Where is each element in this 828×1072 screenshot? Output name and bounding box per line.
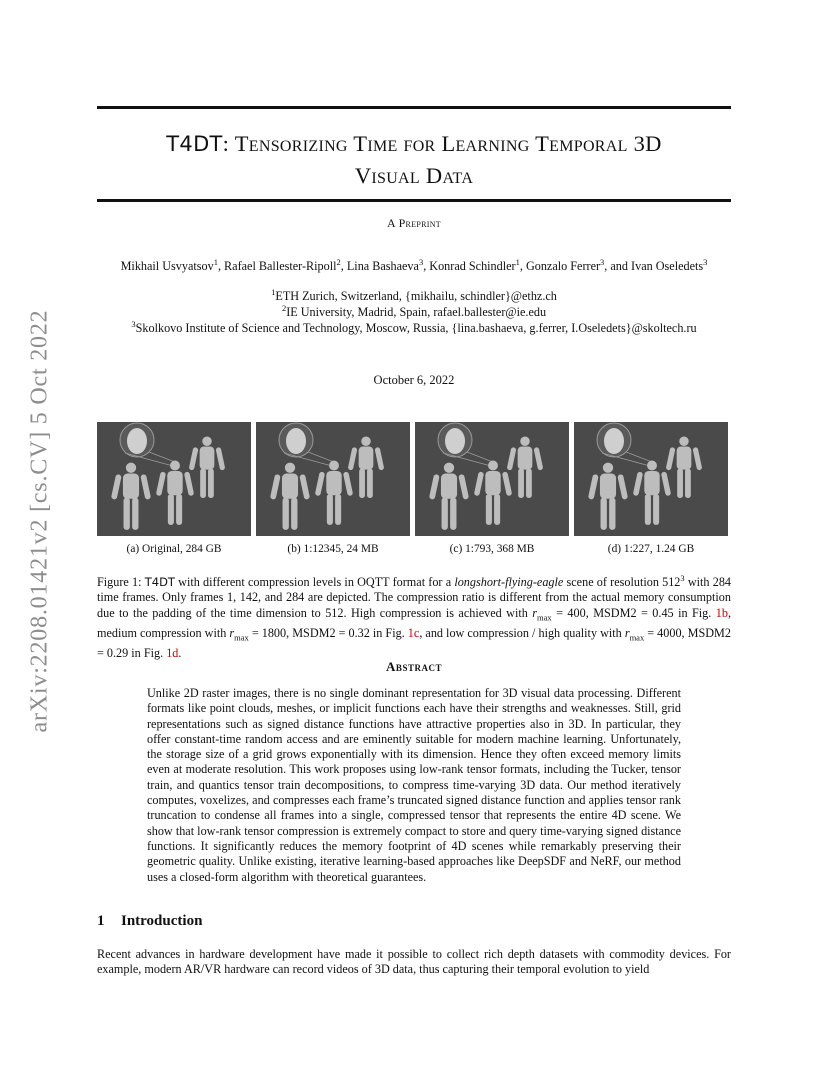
authors-line: Mikhail Usvyatsov$^1$, Rafael Ballester-Ripoll$^2$, Lina Bashaeva$^3$, Konrad Schindler$^1$, Gonzalo Ferrer$^3$, and Ivan Oseledets$^3$ bbox=[120, 256, 708, 273]
human-figure-frame-142 bbox=[156, 461, 195, 525]
affiliation-text: IE University, Madrid, Spain, rafael.ballester@ie.edu bbox=[286, 305, 547, 319]
figure-ref-1b[interactable]: 1b bbox=[715, 605, 728, 620]
figure-panel-a bbox=[97, 422, 251, 536]
authors-and: and bbox=[610, 259, 628, 273]
subcaption-d: (d) 1:227, 1.24 GB bbox=[607, 543, 695, 555]
human-figure-frame-1 bbox=[429, 463, 469, 530]
section-heading bbox=[97, 913, 202, 930]
author-affiliation-mark: 3 bbox=[703, 256, 708, 267]
preprint-label: A Preprint bbox=[386, 216, 441, 230]
caption-text: . bbox=[178, 645, 182, 660]
affiliation-3 bbox=[60, 318, 768, 336]
author-name: Konrad Schindler bbox=[429, 259, 516, 273]
head-closeup bbox=[279, 423, 334, 466]
caption-text: scene of resolution 512 bbox=[563, 575, 681, 589]
caption-text: = 400, MSDM2 = 0.45 in Fig. bbox=[551, 605, 716, 620]
human-figure-frame-1 bbox=[111, 463, 151, 530]
human-figure-frame-284 bbox=[666, 437, 703, 498]
human-figure-frame-142 bbox=[315, 461, 354, 525]
affiliation-1 bbox=[60, 286, 768, 304]
figure-render bbox=[574, 422, 728, 536]
caption-text: , and low compression / high quality with bbox=[419, 625, 625, 640]
figure-render bbox=[256, 422, 410, 536]
caption-superscript: 3 bbox=[680, 572, 685, 583]
title-line-2: Visual Data bbox=[354, 163, 474, 188]
title-method-name: T4DT bbox=[166, 132, 223, 156]
subcaption-c: (c) 1:793, 368 MB bbox=[449, 543, 535, 555]
author-affiliation-mark: 2 bbox=[336, 256, 341, 267]
figure-render bbox=[415, 422, 569, 536]
figure-ref-1d[interactable]: 1d bbox=[166, 645, 179, 660]
paper-title bbox=[97, 128, 731, 191]
caption-math-sub: max bbox=[629, 632, 645, 643]
caption-text: = 4000, MSDM2 = 0.29 in Fig. bbox=[97, 625, 731, 660]
paper-date: October 6, 2022 bbox=[373, 373, 455, 387]
human-figure-frame-284 bbox=[189, 437, 226, 498]
caption-text: with different compression levels in OQTT format for a bbox=[174, 575, 455, 589]
section-number: 1 bbox=[97, 913, 105, 929]
caption-text: , medium compression with bbox=[97, 605, 731, 640]
caption-scene-name: longshort-flying-eagle bbox=[454, 575, 564, 589]
caption-text: with 284 time frames. Only frames 1, 142, and 284 are depicted. The compression ratio is different from the actual memory consumption due to the padding of the time dimension to 512. High compression is achieved with bbox=[97, 575, 732, 620]
human-figure-frame-284 bbox=[348, 437, 385, 498]
caption-method-name: T4DT bbox=[144, 575, 175, 589]
figure-panel-c bbox=[415, 422, 569, 536]
section-title: Introduction bbox=[121, 913, 203, 929]
figure-ref-1c[interactable]: 1c bbox=[407, 625, 420, 640]
arxiv-stamp bbox=[10, 0, 70, 1072]
arxiv-stamp-text: arXiv:2208.01421v2 [cs.CV] 5 Oct 2022 bbox=[26, 309, 53, 733]
title-line-1 bbox=[97, 128, 731, 160]
affiliation-text: Skolkovo Institute of Science and Technology, Moscow, Russia, {lina.bashaeva, g.ferrer, I.Oseledets}@skoltech.ru bbox=[135, 321, 697, 335]
author-name: Ivan Oseledets bbox=[631, 259, 704, 273]
caption-math-r: r bbox=[532, 605, 538, 620]
affiliation-2 bbox=[60, 302, 768, 320]
abstract-heading: Abstract bbox=[386, 659, 442, 674]
caption-label: Figure 1: bbox=[97, 575, 142, 589]
title-line-1-rest: : Tensorizing Time for Learning Temporal 3D bbox=[222, 131, 662, 156]
human-figure-frame-1 bbox=[270, 463, 310, 530]
subcaption-a: (a) Original, 284 GB bbox=[126, 543, 222, 555]
author-affiliation-mark: 3 bbox=[600, 256, 605, 267]
caption-math-sub: max bbox=[537, 612, 552, 623]
figure-panel-d bbox=[574, 422, 728, 536]
author-affiliation-mark: 3 bbox=[418, 256, 424, 267]
author-name: Mikhail Usvyatsov bbox=[120, 259, 214, 273]
figure-render bbox=[97, 422, 251, 536]
head-closeup bbox=[120, 423, 175, 466]
author-affiliation-mark: 1 bbox=[213, 256, 218, 267]
caption-math-r: r bbox=[624, 625, 630, 640]
figure-caption bbox=[97, 572, 732, 661]
affiliation-number: 1 bbox=[271, 286, 276, 297]
author-name: Lina Bashaeva bbox=[346, 259, 419, 273]
affiliation-text: ETH Zurich, Switzerland, {mikhailu, schindler}@ethz.ch bbox=[275, 289, 557, 303]
abstract-text: Unlike 2D raster images, there is no single dominant representation for 3D visual data processing. Different formats like point clouds, meshes, or implicit functions each have their strengths and weaknesses. Still, grid representations such as signed distance functions have attractive properties also in 3D. In particular, they offer constant-time random access and are eminently suitable for modern machine learning. Unfortunately, the storage size of a grid grows exponentially with its dimension. Hence they often exceed memory limits even at moderate resolution. This work proposes using low-rank tensor formats, including the Tucker, tensor train, and quantics tensor train decompositions, to compress time-varying 3D data. Our method iteratively computes, voxelizes, and compresses each frame’s truncated signed distance function and applies tensor rank truncation to condense all frames into a single, compressed tensor that represents the entire 4D scene. We show that low-rank tensor compression is extremely compact to store and query time-varying signed distance functions. It significantly reduces the memory footprint of 4D scenes while remarkably preserving their geometric quality. Unlike existing, iterative learning-based approaches like DeepSDF and NeRF, our method uses a closed-form algorithm with theoretical guarantees. bbox=[147, 686, 681, 884]
affiliation-number: 2 bbox=[281, 302, 287, 313]
head-closeup bbox=[438, 423, 493, 466]
human-figure-frame-142 bbox=[474, 461, 513, 525]
human-figure-frame-284 bbox=[507, 437, 544, 498]
human-figure-frame-1 bbox=[588, 463, 628, 530]
caption-math-r: r bbox=[229, 625, 235, 640]
author-name: Gonzalo Ferrer bbox=[525, 259, 601, 273]
affiliation-number: 3 bbox=[131, 318, 136, 329]
title-top-rule bbox=[97, 106, 731, 109]
caption-math-sub: max bbox=[234, 632, 249, 643]
intro-text: Recent advances in hardware development have made it possible to collect rich depth datasets with commodity devices. For example, modern AR/VR hardware can record videos of 3D data, thus capturing their temporal evolution to yield bbox=[97, 947, 731, 977]
human-figure-frame-142 bbox=[633, 461, 672, 525]
author-name: Rafael Ballester-Ripoll bbox=[224, 259, 337, 273]
caption-text: = 1800, MSDM2 = 0.32 in Fig. bbox=[248, 625, 408, 640]
figure-panel-b bbox=[256, 422, 410, 536]
head-closeup bbox=[597, 423, 652, 466]
subcaption-b: (b) 1:12345, 24 MB bbox=[287, 543, 379, 555]
author-affiliation-mark: 1 bbox=[515, 256, 520, 267]
title-bottom-rule bbox=[97, 199, 731, 202]
